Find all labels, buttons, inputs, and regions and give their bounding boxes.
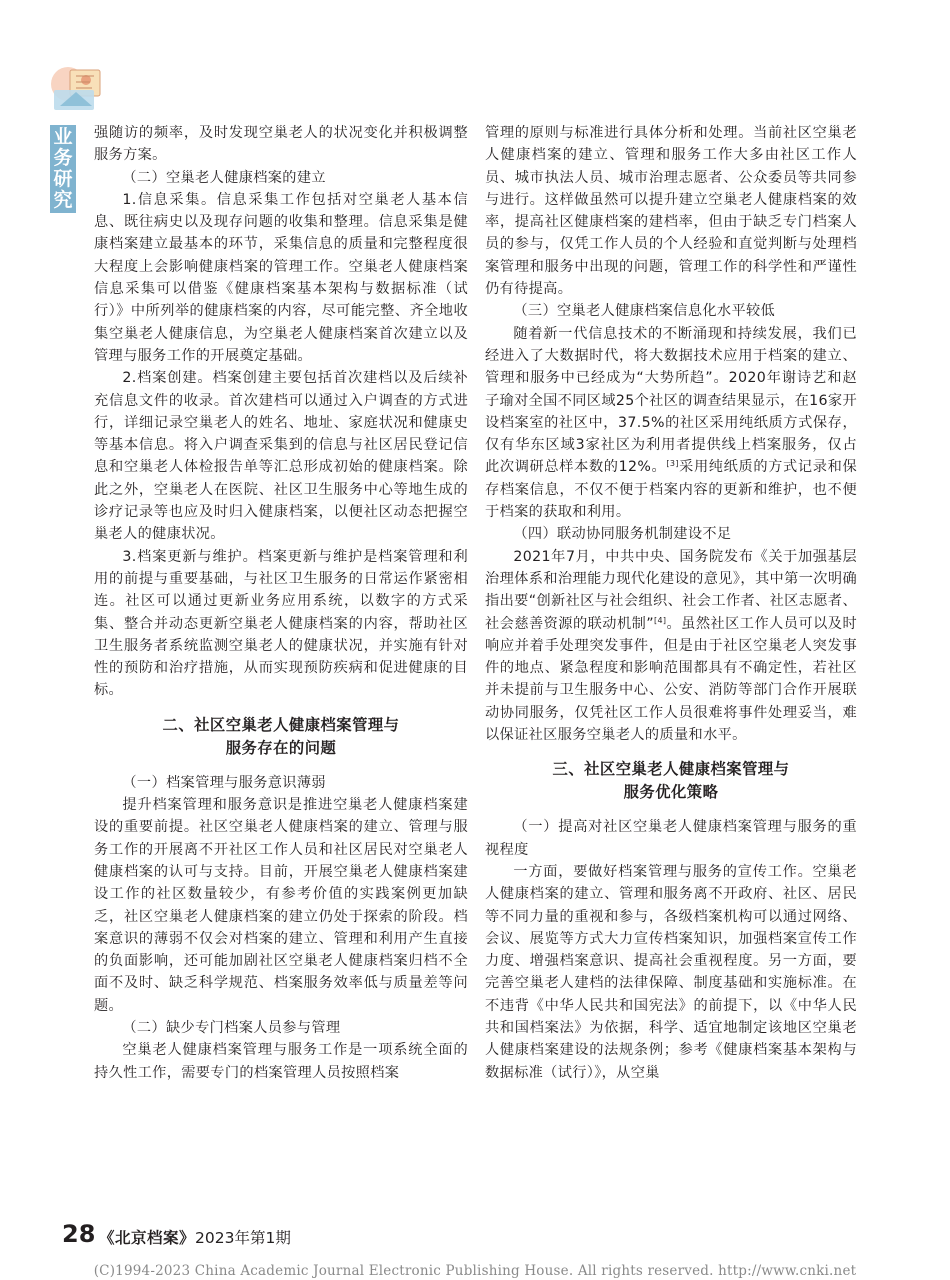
column-logo-illustration [46, 62, 108, 118]
citation-ref: [4] [653, 615, 667, 625]
paragraph: 强随访的频率，及时发现空巢老人的状况变化并积极调整服务方案。 [94, 125, 468, 164]
subheading: （二）缺少专门档案人员参与管理 [122, 1019, 341, 1036]
section-tag-char: 究 [53, 189, 73, 211]
right-column [485, 122, 857, 1084]
paragraph-text: 采用纯纸质的方式记录和保存档案信息，不仅不便于档案内容的更新和维护，也不便于档案的获取和利用。 [485, 459, 857, 521]
subheading: （四）联动协同服务机制建设不足 [513, 526, 732, 543]
copyright-notice: (C)1994-2023 China Academic Journal Electronic Publishing House. All rights reserved. http://www.cnki.net [93, 1263, 857, 1279]
paragraph: 3.档案更新与维护。档案更新与维护是档案管理和利用的前提与重要基础，与社区卫生服务的日常运作紧密相连。社区可以通过更新业务应用系统，以数字的方式采集、整合并动态更新空巢老人健康档案的内容，帮助社区卫生服务者系统监测空巢老人的健康状况，并实施有针对性的预防和治疗措施，从而实现预防疾病和促进健康的目标。 [94, 548, 468, 699]
section-tag-business-research [50, 125, 76, 213]
paragraph: 1.信息采集。信息采集工作包括对空巢老人基本信息、既往病史以及现存问题的收集和整理。信息采集是健康档案建立最基本的环节，采集信息的质量和完整程度很大程度上会影响健康档案的管理工作。空巢老人健康档案信息采集可以借鉴《健康档案基本架构与数据标准（试行）》中所列举的健康档案的内容，尽可能完整、齐全地收集空巢老人健康信息，为空巢老人健康档案首次建立以及管理与服务工作的开展奠定基础。 [94, 191, 468, 364]
section-tag-char: 研 [53, 168, 73, 190]
subheading: （二）空巢老人健康档案的建立 [122, 169, 326, 186]
paragraph-text: 2021年7月，中共中央、国务院发布《关于加强基层治理体系和治理能力现代化建设的意见》，其中第一次明确指出要“创新社区与社会组织、社会工作者、社区志愿者、社会慈善资源的联动机制” [485, 548, 857, 632]
paragraph: 一方面，要做好档案管理与服务的宣传工作。空巢老人健康档案的建立、管理和服务离不开政府、社区、居民等不同力量的重视和参与，各级档案机构可以通过网络、会议、展览等方式大力宣传档案知识，加强档案宣传工作力度、增强档案意识、提高社会重视程度。另一方面，要完善空巢老人建档的法律保障、制度基础和实施标准。在不违背《中华人民共和国宪法》的前提下，以《中华人民共和国档案法》为依据，科学、适宜地制定该地区空巢老人健康档案建设的法规条例；参考《健康档案基本架构与数据标准（试行）》，从空巢 [485, 863, 857, 1081]
section-heading-2 [94, 714, 468, 760]
left-column [94, 122, 468, 1084]
issue-label: 2023年第1期 [195, 1229, 291, 1247]
paragraph-with-citation [485, 546, 857, 747]
paragraph-with-citation [485, 323, 857, 524]
citation-ref: [3] [666, 459, 679, 469]
section-heading-line: 三、社区空巢老人健康档案管理与 [552, 760, 790, 779]
paragraph: 空巢老人健康档案管理与服务工作是一项系统全面的持久性工作，需要专门的档案管理人员按照档案 [94, 1042, 468, 1081]
subheading: （一）提高对社区空巢老人健康档案管理与服务的重视程度 [485, 819, 857, 858]
subheading: （一）档案管理与服务意识薄弱 [122, 774, 326, 791]
journal-name: 《北京档案》 [99, 1229, 196, 1247]
section-tag-char: 业 [53, 126, 73, 148]
subheading: （三）空巢老人健康档案信息化水平较低 [513, 303, 776, 320]
paragraph-text: 随着新一代信息技术的不断涌现和持续发展，我们已经进入了大数据时代，将大数据技术应用于档案的建立、管理和服务中已经成为“大势所趋”。2020年谢诗艺和赵子瑜对全国不同区域25个社区的调查结果显示，在16家开设档案室的社区中，37.5%的社区采用纯纸质方式保存，仅有华东区域3家社区为利用者提供线上档案服务，仅占此次调研总样本数的12%。 [485, 325, 857, 476]
paragraph: 2.档案创建。档案创建主要包括首次建档以及后续补充信息文件的收录。首次建档可以通过入户调查的方式进行，详细记录空巢老人的姓名、地址、家庭状况和健康史等基本信息。将入户调查采集到的信息与社区居民登记信息和空巢老人体检报告单等汇总形成初始的健康档案。除此之外，空巢老人在医院、社区卫生服务中心等地生成的诊疗记录等也应及时归入健康档案，以便社区动态把握空巢老人的健康状况。 [94, 370, 468, 543]
section-heading-line: 服务优化策略 [623, 783, 719, 802]
journal-issue [99, 1226, 291, 1248]
paragraph: 提升档案管理和服务意识是推进空巢老人健康档案建设的重要前提。社区空巢老人健康档案的建立、管理与服务工作的开展离不开社区工作人员和社区居民对空巢老人健康档案的认可与支持。目前，开展空巢老人健康档案建设工作的社区数量较少，有参考价值的实践案例更加缺乏，社区空巢老人健康档案的建立仍处于探索的阶段。档案意识的薄弱不仅会对档案的建立、管理和利用产生直接的负面影响，还可能加剧社区空巢老人健康档案归档不全面不及时、缺乏科学规范、档案服务效率低与质量差等问题。 [94, 797, 468, 1014]
section-tag-char: 务 [53, 147, 73, 169]
paragraph-text: 。虽然社区工作人员可以及时响应并着手处理突发事件，但是由于社区空巢老人突发事件的地点、紧急程度和影响范围都具有不确定性，若社区并未提前与卫生服务中心、公安、消防等部门合作开展联动协同服务，仅凭社区工作人员很难将事件处理妥当，难以保证社区服务空巢老人的质量和水平。 [485, 615, 857, 744]
section-heading-3 [485, 758, 857, 804]
page-number: 28 [62, 1220, 96, 1248]
section-heading-line: 服务存在的问题 [225, 738, 337, 757]
paragraph: 管理的原则与标准进行具体分析和处理。当前社区空巢老人健康档案的建立、管理和服务工作大多由社区工作人员、城市执法人员、城市治理志愿者、公众委员等共同参与进行。这样做虽然可以提升建立空巢老人健康档案的效率，提高社区健康档案的建档率，但由于缺乏专门档案人员的参与，仅凭工作人员的个人经验和直觉判断与处理档案管理和服务中出现的问题，管理工作的科学性和严谨性仍有待提高。 [485, 125, 857, 298]
section-heading-line: 二、社区空巢老人健康档案管理与 [162, 715, 400, 734]
